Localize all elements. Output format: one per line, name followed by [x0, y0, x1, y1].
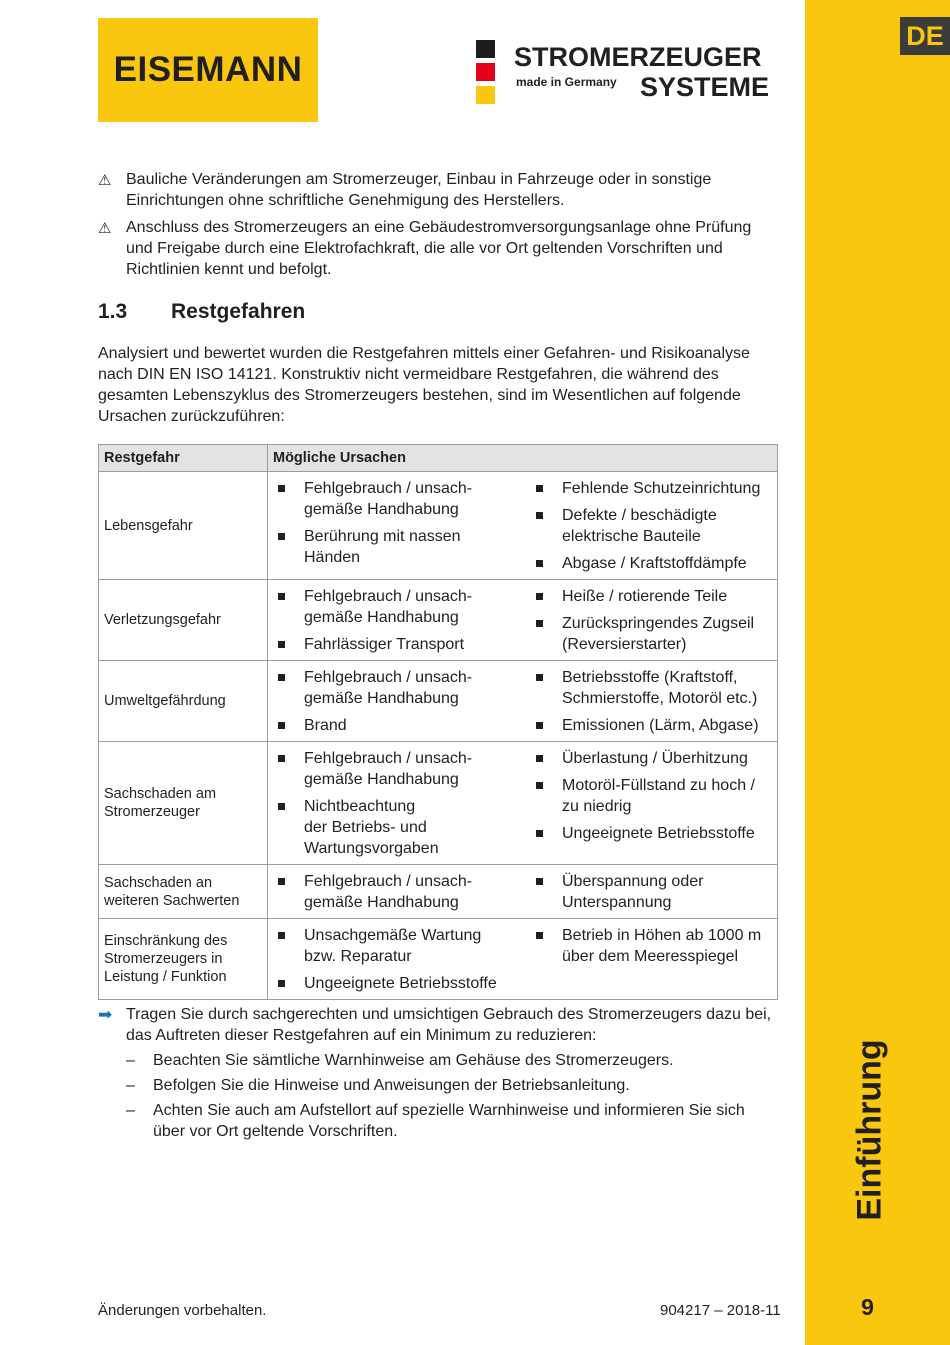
cause-item: Defekte / beschädigte elektrische Bauteile [526, 505, 776, 547]
cause-item: Nichtbeachtung der Betriebs- und Wartungsvorgaben [268, 796, 526, 859]
cause-item: Heiße / rotierende Teile [526, 586, 776, 607]
intro-paragraph: Analysiert und bewertet wurden die Restgefahren mittels einer Gefahren- und Risikoanalyse nach DIN EN ISO 14121. Konstruktiv nicht vermeidbare Restgefahren, die während des gesamten Lebenszyklus des Stromerzeugers bestehen, sind im Wesentlichen auf folgende Ursachen zurückzuführen: [98, 345, 750, 425]
cause-item: Fehlgebrauch / unsach- gemäße Handhabung [268, 667, 526, 709]
risk-category: Umweltgefährdung [99, 661, 268, 742]
risk-causes [268, 865, 778, 919]
table-body [99, 472, 778, 1000]
risk-causes [268, 661, 778, 742]
risk-causes [268, 580, 778, 661]
cause-item: Emissionen (Lärm, Abgase) [526, 715, 776, 736]
risk-category: Einschränkung des Stromerzeugers in Leistung / Funktion [99, 919, 268, 1000]
cause-item: Brand [268, 715, 526, 736]
cause-item: Fehlgebrauch / unsach- gemäße Handhabung [268, 586, 526, 628]
cause-item: Fehlgebrauch / unsach- gemäße Handhabung [268, 748, 526, 790]
section-tab-label: Einführung [850, 1039, 889, 1221]
causes-column-right [526, 925, 776, 994]
cause-item: Ungeeignete Betriebsstoffe [526, 823, 776, 844]
flag-stripe-red [476, 63, 495, 81]
german-flag-icon [476, 40, 495, 109]
causes-column-left [268, 478, 526, 574]
document-number: 904217 – 2018-11 [660, 1302, 781, 1319]
causes-column-right [526, 586, 776, 655]
risk-causes [268, 472, 778, 580]
arrow-right-icon: ➡ [98, 1005, 113, 1024]
section-tab [810, 1025, 930, 1235]
tip-list-item: – Beachten Sie sämtliche Warnhinweise am Gehäuse des Stromerzeugers. [98, 1050, 778, 1071]
table-header-causes: Mögliche Ursachen [268, 445, 778, 472]
residual-risk-table [98, 444, 778, 1000]
causes-column-right [526, 478, 776, 574]
page-number: 9 [861, 1294, 874, 1320]
cause-item: Unsachgemäße Wartung bzw. Reparatur [268, 925, 526, 967]
table-header-row [99, 445, 778, 472]
causes-column-left [268, 925, 526, 994]
footer-note: Änderungen vorbehalten. [98, 1302, 267, 1319]
tip-list-item: – Achten Sie auch am Aufstellort auf spezielle Warnhinweise und informieren Sie sich über vor Ort geltende Vorschriften. [98, 1100, 778, 1142]
header-title-line2: SYSTEME [640, 72, 770, 102]
cause-item: Abgase / Kraftstoffdämpfe [526, 553, 776, 574]
risk-category: Sachschaden an weiteren Sachwerten [99, 865, 268, 919]
table-row [99, 919, 778, 1000]
risk-causes [268, 919, 778, 1000]
table-row [99, 865, 778, 919]
table-row [99, 580, 778, 661]
causes-column-right [526, 871, 776, 913]
tip-box [98, 1004, 778, 1142]
warning-item [98, 169, 778, 211]
cause-item: Fahrlässiger Transport [268, 634, 526, 655]
warning-list [98, 169, 778, 286]
cause-item: Überlastung / Überhitzung [526, 748, 776, 769]
warning-triangle-icon: ⚠ [98, 220, 112, 237]
table-header-risk: Restgefahr [99, 445, 268, 472]
header-subtitle: made in Germany [516, 75, 617, 89]
tip-text: Tragen Sie durch sachgerechten und umsichtigen Gebrauch des Stromerzeugers dazu bei, das Auftreten dieser Restgefahren auf ein Minimum zu reduzieren: [126, 1006, 772, 1044]
warning-text: Anschluss des Stromerzeugers an eine Gebäudestromversorgungsanlage ohne Prüfung und Freigabe durch eine Elektrofachkraft, die alle vor Ort geltenden Vorschriften und Richtlinien kennt und befolgt. [126, 219, 752, 278]
causes-column-left [268, 667, 526, 736]
causes-column-right [526, 748, 776, 859]
cause-item: Fehlgebrauch / unsach- gemäße Handhabung [268, 871, 526, 913]
language-badge: DE [900, 17, 950, 55]
table-row [99, 661, 778, 742]
causes-column-right [526, 667, 776, 736]
cause-item: Zurückspringendes Zugseil (Reversierstarter) [526, 613, 776, 655]
warning-text: Bauliche Veränderungen am Stromerzeuger, Einbau in Fahrzeuge oder in sonstige Einrichtungen ohne schriftliche Genehmigung des Herstellers. [126, 171, 712, 209]
header-title-line1: STROMERZEUGER [514, 42, 762, 72]
risk-category: Sachschaden am Stromerzeuger [99, 742, 268, 865]
brand-name: EISEMANN [113, 50, 303, 89]
table-row [99, 472, 778, 580]
tip-paragraph [98, 1004, 778, 1046]
risk-causes [268, 742, 778, 865]
section-title: Restgefahren [171, 300, 306, 323]
risk-category: Lebensgefahr [99, 472, 268, 580]
cause-item: Berührung mit nassen Händen [268, 526, 526, 568]
cause-item: Ungeeignete Betriebsstoffe [268, 973, 526, 994]
warning-triangle-icon: ⚠ [98, 172, 112, 189]
flag-stripe-black [476, 40, 495, 58]
causes-column-left [268, 586, 526, 655]
cause-item: Fehlende Schutzeinrichtung [526, 478, 776, 499]
flag-stripe-gold [476, 86, 495, 104]
causes-column-left [268, 748, 526, 859]
cause-item: Motoröl-Füllstand zu hoch / zu niedrig [526, 775, 776, 817]
cause-item: Überspannung oder Unterspannung [526, 871, 776, 913]
risk-category: Verletzungsgefahr [99, 580, 268, 661]
warning-item [98, 217, 778, 280]
cause-item: Betrieb in Höhen ab 1000 m über dem Meeresspiegel [526, 925, 776, 967]
causes-column-left [268, 871, 526, 913]
table-row [99, 742, 778, 865]
cause-item: Betriebsstoffe (Kraftstoff, Schmierstoffe, Motoröl etc.) [526, 667, 776, 709]
tip-list-item: – Befolgen Sie die Hinweise und Anweisungen der Betriebsanleitung. [98, 1075, 778, 1096]
section-number: 1.3 [98, 300, 128, 323]
eisemann-logo [98, 18, 318, 122]
section-heading [98, 300, 305, 324]
cause-item: Fehlgebrauch / unsach- gemäße Handhabung [268, 478, 526, 520]
